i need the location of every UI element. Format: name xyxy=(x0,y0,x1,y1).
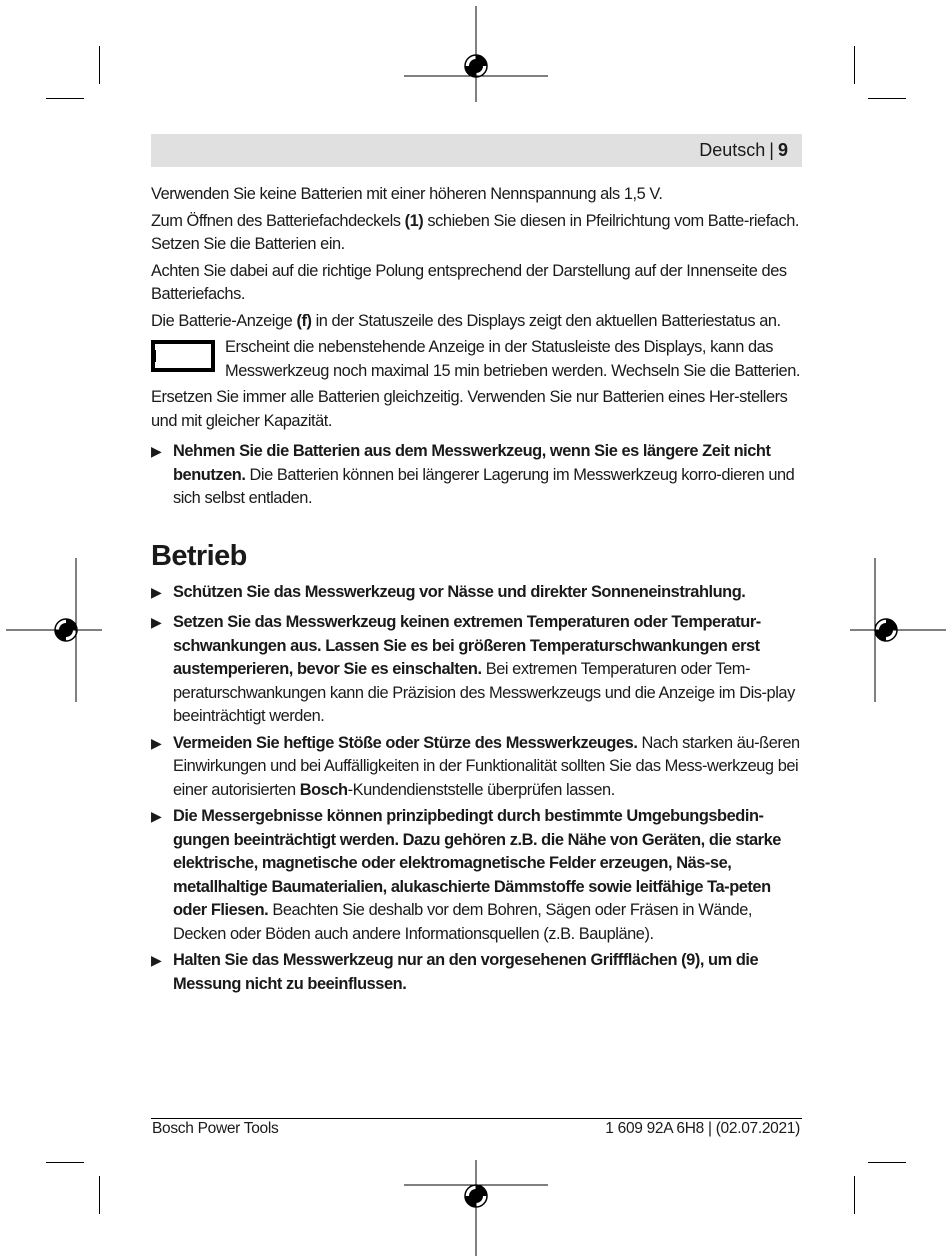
page-content xyxy=(151,183,802,999)
registration-mark-icon xyxy=(404,1160,548,1256)
list-item xyxy=(151,805,802,946)
bold-text: Halten Sie das Messwerkzeug nur an den vorgesehenen Griffflächen (9), um die Messung nicht zu beeinflussen. xyxy=(173,951,759,993)
page-header xyxy=(151,134,802,167)
paragraph-text: Ersetzen Sie immer alle Batterien gleichzeitig. Verwenden Sie nur Batterien eines Her-stellers und mit gleicher Kapazität. xyxy=(151,388,788,430)
paragraph-text: Achten Sie dabei auf die richtige Polung entsprechend der Darstellung auf der Innenseite des Batteriefachs. xyxy=(151,261,787,303)
list-item-text xyxy=(173,949,802,996)
list-item-text xyxy=(173,732,802,803)
header-separator: | xyxy=(769,140,774,160)
list-item-text xyxy=(173,440,802,511)
crop-mark xyxy=(868,1162,906,1163)
bold-text: Die Messergebnisse können prinzipbedingt durch bestimmte Umgebungsbedin-gungen beeinträchtigt werden. Dazu gehören z.B. die Nähe von Geräten, die starke elektrische, magnetische oder elektromagnetische Felder erzeugen, Näs-se, metallhaltige Baumaterialien, alukaschierte Dämmstoffe sowie leitfähige Ta-peten oder Fliesen. xyxy=(173,807,781,919)
bold-text: Vermeiden Sie heftige Stöße oder Stürze des Messwerkzeuges. xyxy=(173,733,638,752)
footer-divider xyxy=(151,1118,802,1119)
normal-text: -Kundendienststelle überprüfen lassen. xyxy=(347,780,615,799)
battery-empty-icon xyxy=(151,336,225,376)
paragraph xyxy=(151,260,802,307)
registration-mark-icon xyxy=(6,558,102,702)
list-item xyxy=(151,732,802,803)
paragraph xyxy=(151,210,802,257)
triangle-right-icon: ▶ xyxy=(151,443,162,459)
paragraph-text: in der Statuszeile des Displays zeigt den aktuellen Batteriestatus an. xyxy=(311,311,781,330)
triangle-right-icon: ▶ xyxy=(151,734,162,751)
battery-note xyxy=(151,336,802,383)
registration-mark-icon xyxy=(850,558,946,702)
section-title: Betrieb xyxy=(151,539,247,572)
header-language: Deutsch xyxy=(699,140,766,160)
part-reference: (1) xyxy=(404,211,424,230)
list-item xyxy=(151,949,802,996)
crop-mark xyxy=(868,98,906,99)
battery-note-text: Erscheint die nebenstehende Anzeige in der Statusleiste des Displays, kann das Messwerkzeug noch maximal 15 min betrieben werden. Wechseln Sie die Batterien. xyxy=(225,338,800,380)
bold-text: Schützen Sie das Messwerkzeug vor Nässe und direkter Sonneneinstrahlung. xyxy=(173,582,746,601)
list-item xyxy=(151,611,802,729)
triangle-right-icon: ▶ xyxy=(151,583,162,600)
normal-text: Beachten Sie deshalb vor dem Bohren, Sägen oder Fräsen in Wände, Decken oder Böden auch andere Informationsquellen (z.B. Baupläne). xyxy=(173,901,752,943)
bold-text: Setzen Sie das Messwerkzeug keinen extremen Temperaturen oder Temperatur-schwankungen aus. Lassen Sie es bei größeren Temperaturschwankungen erst austemperieren, bevor Sie es einschalten. xyxy=(173,613,761,678)
paragraph xyxy=(151,183,802,207)
list-item xyxy=(151,440,802,511)
list-item-text xyxy=(173,611,802,729)
crop-mark xyxy=(46,1162,84,1163)
triangle-right-icon: ▶ xyxy=(151,808,162,824)
paragraph-text: schieben Sie diesen in Pfeilrichtung vom Batte-riefach. Setzen Sie die Batterien ein. xyxy=(151,211,799,253)
list-item-text xyxy=(173,805,802,946)
normal-text: Nach starken äu-ßeren Einwirkungen und bei Auffälligkeiten in der Funktionalität sollten Sie das Mess-werkzeug bei einer autorisierten xyxy=(173,733,800,799)
normal-text: Bei extremen Temperaturen oder Tem-peraturschwankungen kann die Präzision des Messwerkzeugs und die Anzeige im Dis-play beeinträchtigt werden. xyxy=(173,660,795,725)
list-item-text xyxy=(173,581,802,605)
paragraph-text: Verwenden Sie keine Batterien mit einer höheren Nennspannung als 1,5 V. xyxy=(151,185,663,203)
bold-text: Nehmen Sie die Batterien aus dem Messwerkzeug, wenn Sie es längere Zeit nicht benutzen. xyxy=(173,442,771,484)
triangle-right-icon: ▶ xyxy=(151,614,162,630)
crop-mark xyxy=(99,46,100,84)
crop-mark xyxy=(854,1176,855,1214)
crop-mark xyxy=(99,1176,100,1214)
paragraph-text: Zum Öffnen des Batteriefachdeckels xyxy=(151,211,405,230)
paragraph xyxy=(151,386,802,433)
crop-mark xyxy=(854,46,855,84)
paragraph xyxy=(151,310,802,334)
footer-document-id: 1 609 92A 6H8 | (02.07.2021) xyxy=(605,1120,800,1137)
registration-mark-icon xyxy=(404,6,548,102)
page-number: 9 xyxy=(777,140,788,160)
footer-publisher: Bosch Power Tools xyxy=(152,1120,279,1137)
paragraph-text: Die Batterie-Anzeige xyxy=(151,311,297,330)
crop-mark xyxy=(46,98,84,99)
list-item xyxy=(151,581,802,605)
part-reference: (f) xyxy=(296,311,312,330)
normal-text: Die Batterien können bei längerer Lagerung im Messwerkzeug korro-dieren und sich selbst entladen. xyxy=(173,465,795,507)
triangle-right-icon: ▶ xyxy=(151,952,162,968)
brand-name: Bosch xyxy=(299,780,348,799)
